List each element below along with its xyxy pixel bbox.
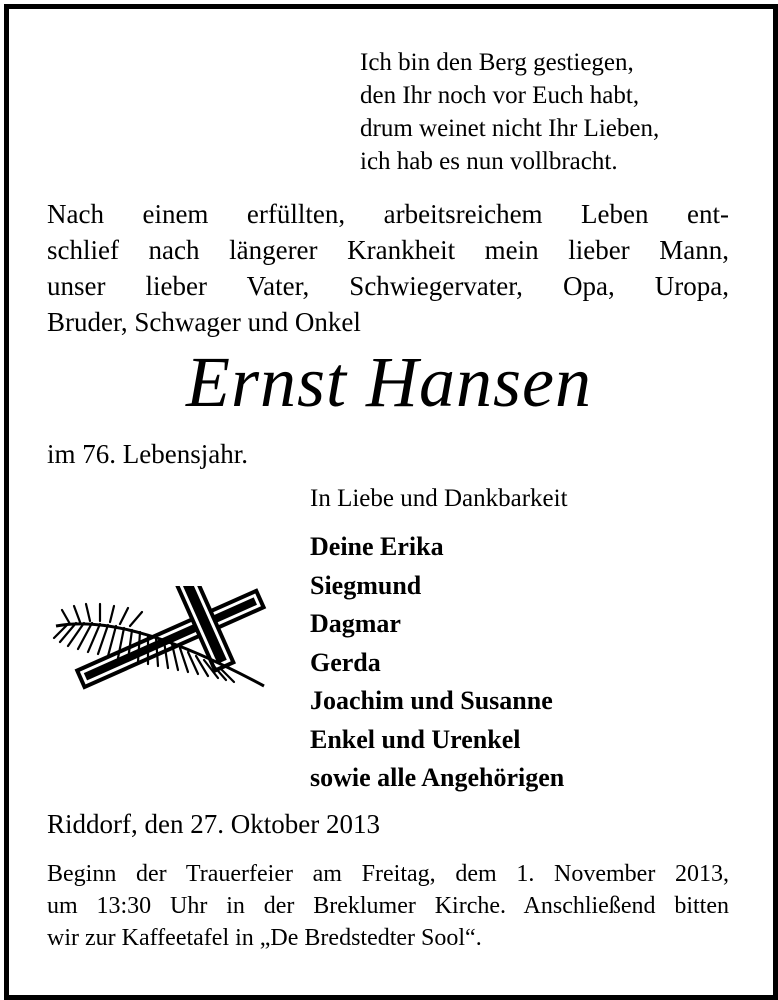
poem-line: drum weinet nicht Ihr Lieben, — [360, 115, 660, 142]
mourner-name: Dagmar — [310, 609, 401, 638]
service-line: Beginn der Trauerfeier am Freitag, dem 1. November 2013, — [47, 861, 729, 887]
service-line: wir zur Kaffeetafel in „De Bredstedter Sool“. — [47, 925, 482, 951]
age-text: im 76. Lebensjahr. — [47, 439, 248, 469]
mourner-name: Siegmund — [310, 570, 422, 600]
mourner-name: Deine Erika — [310, 532, 444, 561]
intro-line: Bruder, Schwager und Onkel — [47, 307, 361, 337]
deceased-name: Ernst Hansen — [186, 342, 592, 422]
thanks-line: In Liebe und Dankbarkeit — [310, 485, 568, 512]
poem-line: ich hab es nun vollbracht. — [360, 148, 618, 175]
mourners-list — [310, 528, 564, 798]
intro-text — [47, 196, 729, 340]
service-line: um 13:30 Uhr in der Breklumer Kirche. Anschließend bitten — [47, 893, 729, 919]
intro-line: schlief nach längerer Krankheit mein lieber Mann, — [47, 235, 729, 265]
poem — [360, 46, 659, 178]
funeral-service-info — [47, 858, 729, 954]
poem-line: den Ihr noch vor Euch habt, — [360, 82, 640, 109]
intro-line: unser lieber Vater, Schwiegervater, Opa, Uropa, — [47, 271, 729, 301]
place-date: Riddorf, den 27. Oktober 2013 — [47, 809, 380, 839]
cross-with-palm-branch-icon — [50, 586, 268, 690]
mourner-name: Enkel und Urenkel — [310, 724, 521, 754]
mourner-name: Joachim und Susanne — [310, 686, 553, 715]
mourner-name: sowie alle Angehörigen — [310, 763, 565, 792]
poem-line: Ich bin den Berg gestiegen, — [360, 49, 634, 76]
intro-line: Nach einem erfüllten, arbeitsreichem Leben ent- — [47, 199, 729, 229]
mourner-name: Gerda — [310, 647, 381, 677]
